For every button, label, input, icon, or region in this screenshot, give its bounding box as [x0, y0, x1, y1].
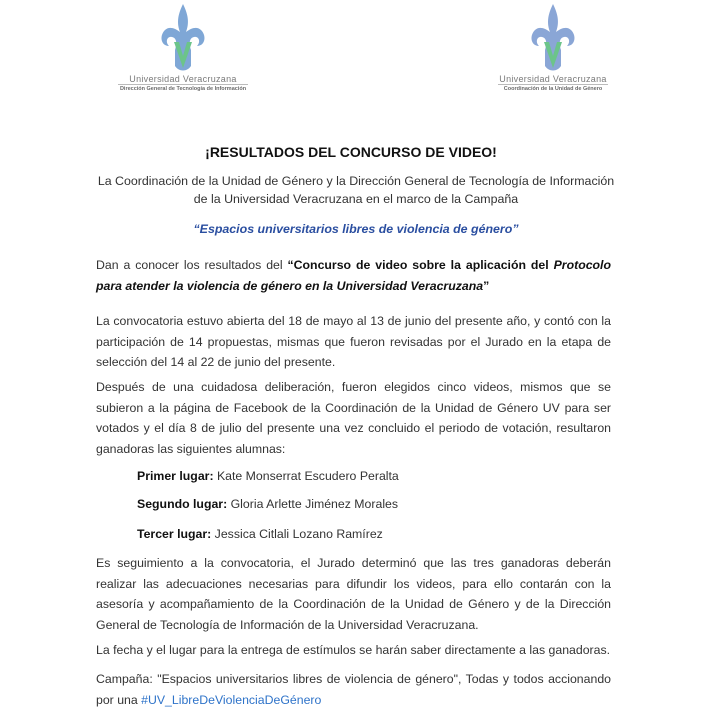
logo-left-name: Universidad Veracruzana: [129, 74, 237, 84]
intro-text: La Coordinación de la Unidad de Género y la Dirección General de Tecnología de Información de la Universidad Veracruzana en el marco de la Campaña: [97, 174, 615, 206]
campaign-name: “Espacios universitarios libres de violencia de género”: [193, 222, 519, 236]
logo-uv-dgti: [118, 2, 248, 92]
announcement-prefix: Dan a conocer los resultados del: [96, 258, 288, 272]
deliberation-paragraph: Después de una cuidadosa deliberación, fueron elegidos cinco videos, mismos que se subieron a la página de Facebook de la Coordinación de la Unidad de Género UV para ser votados y el día 8 de julio del presente una vez concluido el periodo de votación, resultaron ganadoras las siguientes alumnas:: [96, 380, 611, 456]
hashtag-link[interactable]: #UV_LibreDeViolenciaDeGénero: [141, 692, 322, 707]
winner-first: Primer lugar: Kate Monserrat Escudero Peralta: [137, 469, 399, 483]
call-paragraph: La convocatoria estuvo abierta del 18 de mayo al 13 de junio del presente año, y contó con la participación de 14 propuestas, mismas que fueron revisadas por el Jurado en la etapa de selección del 14 al 22 de junio del presente.: [96, 314, 611, 369]
page-title: ¡RESULTADOS DEL CONCURSO DE VIDEO!: [205, 144, 497, 160]
announcement-paragraph: [96, 255, 611, 296]
uv-fleur-icon: [153, 2, 213, 74]
followup-paragraph: Es seguimiento a la convocatoria, el Jurado determinó que las tres ganadoras deberán realizar las adecuaciones necesarias para difundir los videos, para ello contarán con la asesoría y acompañamiento de la Coordinación de la Unidad de Género y de la Dirección General de Tecnología de Información de la Universidad Veracruzana.: [96, 556, 611, 632]
announcement-bold: “Concurso de video sobre la aplicación del Protocolo para atender la violencia de género en la Universidad Veracruzana”: [96, 258, 611, 293]
logo-right-subtitle: Coordinación de la Unidad de Género: [498, 84, 608, 92]
logo-uv-genero: [498, 2, 608, 92]
uv-fleur-icon: [523, 2, 583, 74]
date-paragraph: La fecha y el lugar para la entrega de estímulos se harán saber directamente a las ganadoras.: [96, 643, 611, 657]
winner-third: Tercer lugar: Jessica Citlali Lozano Ramírez: [137, 527, 383, 541]
logo-right-name: Universidad Veracruzana: [499, 74, 607, 84]
winner-second: Segundo lugar: Gloria Arlette Jiménez Morales: [137, 497, 399, 511]
logo-left-subtitle: Dirección General de Tecnología de Información: [119, 86, 247, 92]
closing-paragraph: Campaña: "Espacios universitarios libres de violencia de género", Todas y todos accionando por una #UV_LibreDeViolenciaDeGénero: [96, 672, 611, 707]
